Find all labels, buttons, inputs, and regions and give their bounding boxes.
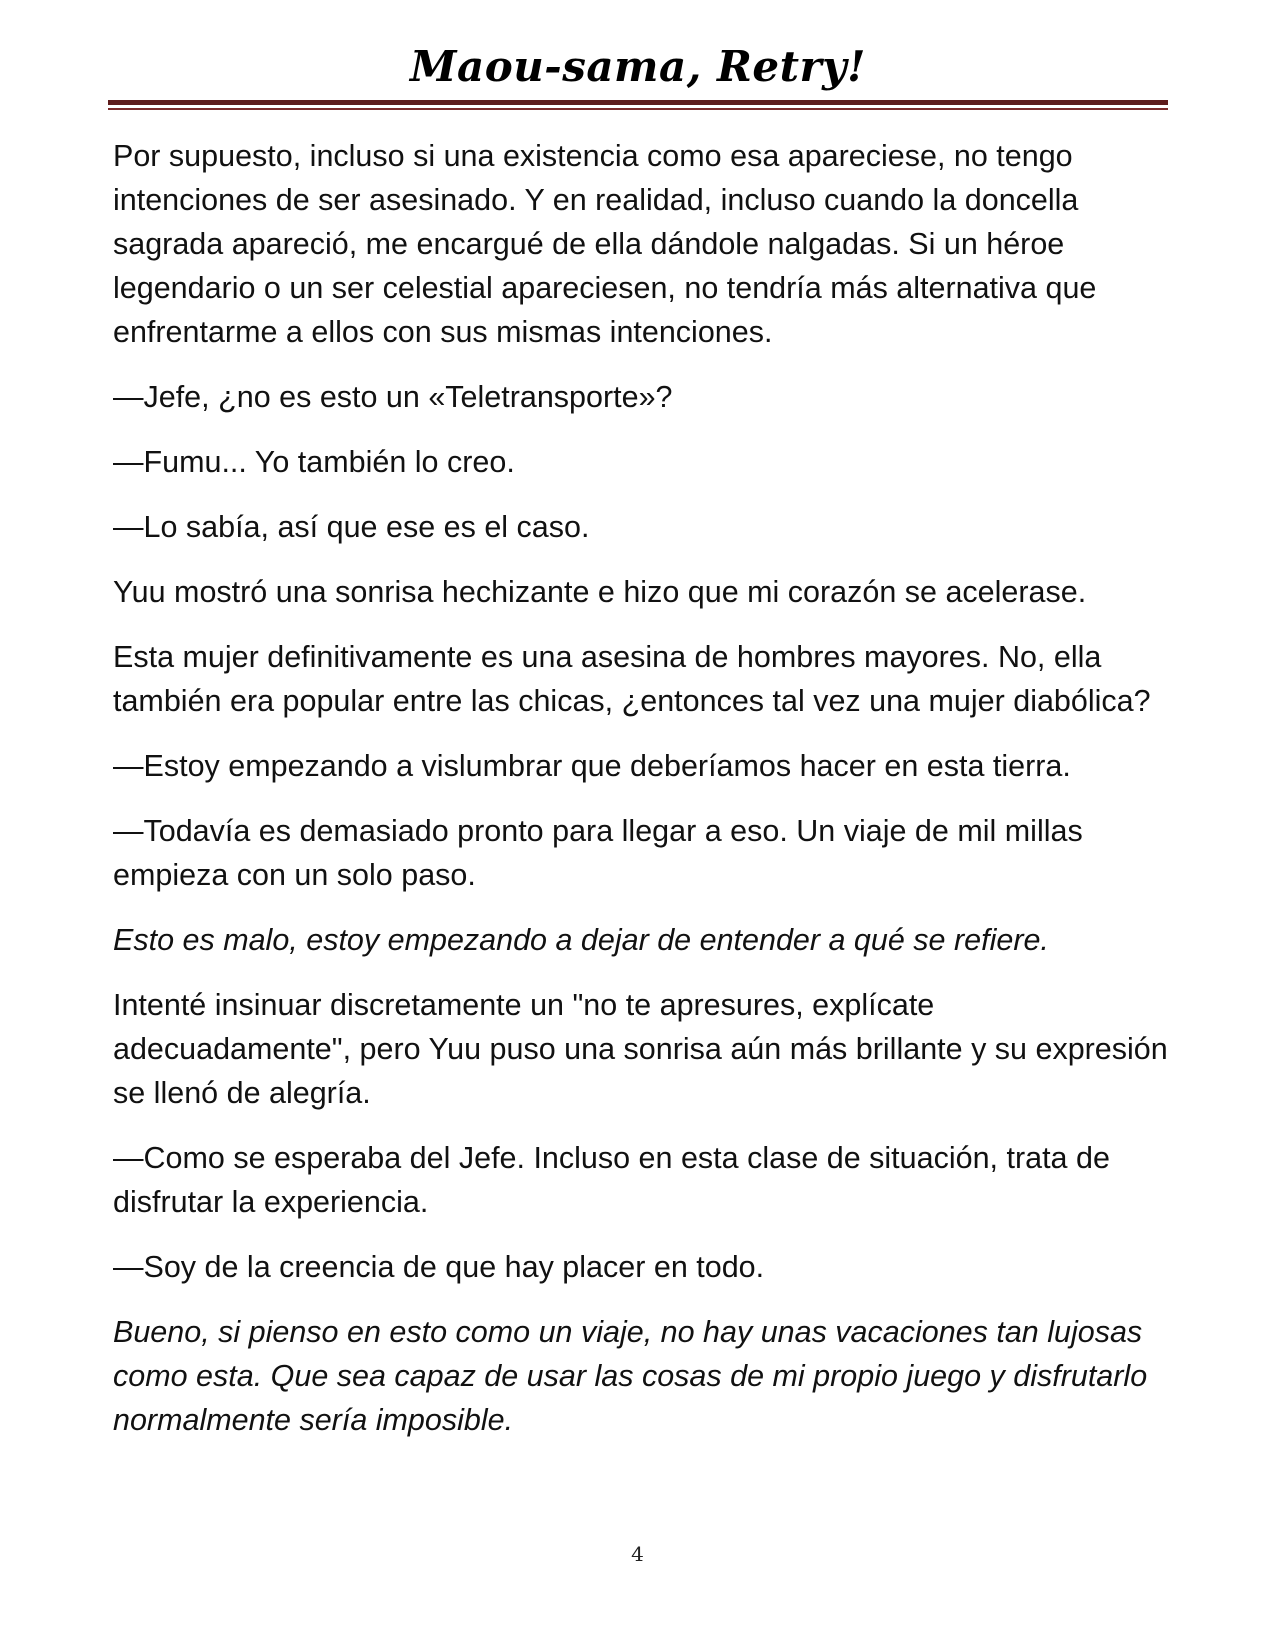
dialogue-line: —Lo sabía, así que ese es el caso. [113,510,590,544]
paragraph: Intenté insinuar discretamente un "no te apresures, explícate adecuadamente", pero Yuu puso una sonrisa aún más brillante y su expresión se llenó de alegría. [113,988,1168,1110]
header-rule-thin [108,108,1168,110]
dialogue-line: —Estoy empezando a vislumbrar que deberíamos hacer en esta tierra. [113,749,1071,783]
dialogue-line: —Todavía es demasiado pronto para llegar a eso. Un viaje de mil millas empieza con un solo paso. [113,814,1083,892]
document-body [113,134,1173,1463]
page-number: 4 [631,1542,644,1566]
inner-thought: Bueno, si pienso en esto como un viaje, no hay unas vacaciones tan lujosas como esta. Que sea capaz de usar las cosas de mi propio juego y disfrutarlo normalmente sería imposible. [113,1315,1148,1437]
inner-thought: Esto es malo, estoy empezando a dejar de entender a qué se refiere. [113,923,1049,957]
paragraph: Esta mujer definitivamente es una asesina de hombres mayores. No, ella también era popular entre las chicas, ¿entonces tal vez una mujer diabólica? [113,640,1151,718]
paragraph: Por supuesto, incluso si una existencia como esa apareciese, no tengo intenciones de ser asesinado. Y en realidad, incluso cuando la doncella sagrada apareció, me encargué de ella dándole nalgadas. Si un héroe legendario o un ser celestial apareciesen, no tendría más alternativa que enfrentarme a ellos con sus mismas intenciones. [113,139,1097,349]
dialogue-line: —Soy de la creencia de que hay placer en todo. [113,1250,765,1284]
dialogue-line: —Fumu... Yo también lo creo. [113,445,515,479]
paragraph: Yuu mostró una sonrisa hechizante e hizo que mi corazón se acelerase. [113,575,1087,609]
dialogue-line: —Jefe, ¿no es esto un «Teletransporte»? [113,380,673,414]
page-header [108,38,1168,96]
dialogue-line: —Como se esperaba del Jefe. Incluso en esta clase de situación, trata de disfrutar la experiencia. [113,1141,1110,1219]
header-rule-thick [108,100,1168,105]
header-title: Maou-sama, Retry! [410,42,866,91]
